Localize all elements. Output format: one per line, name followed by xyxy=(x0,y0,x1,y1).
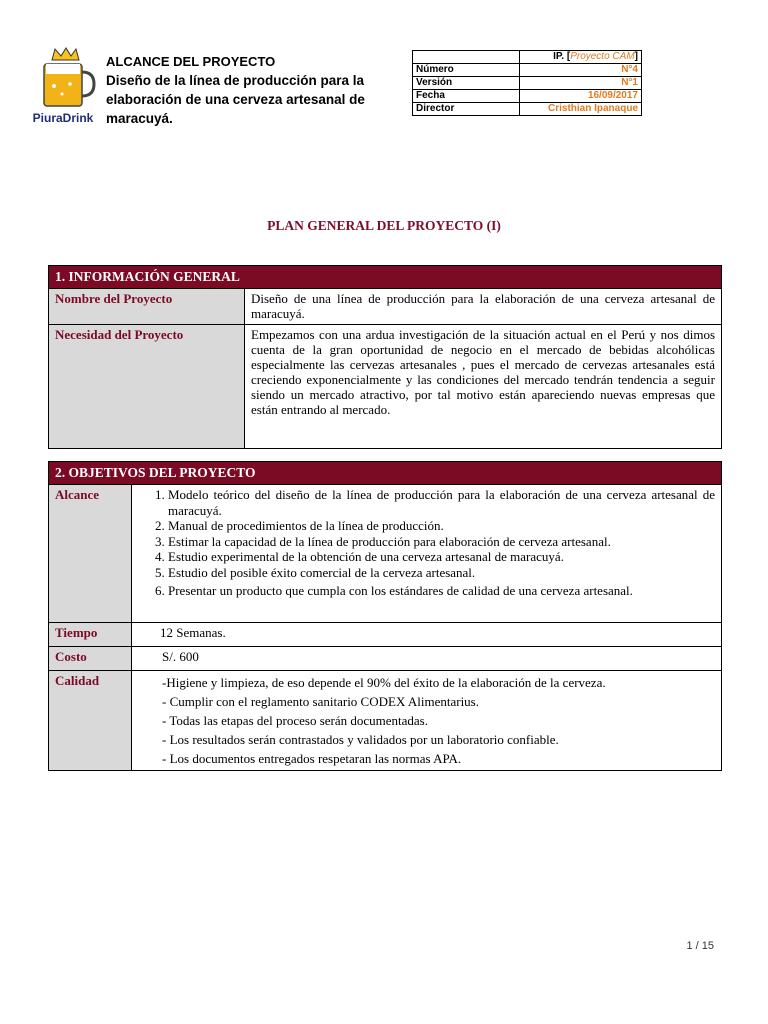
project-need-value: Empezamos con una ardua investigación de la situación actual en el Perú y nos dimos cuenta de la gran oportunidad de negocio en el mercado de bebidas alcohólicas especialmente las cervezas artesanales , pues el mercado de cervezas artesanales está creciendo exponencialmente y las condiciones del mercado tendrán tendencia a seguir siendo un mercado atractivo, por tal motivo están apareciendo nuevas empresas que están entrando al mercado. xyxy=(251,327,715,417)
list-item: - Cumplir con el reglamento sanitario CODEX Alimentarius. xyxy=(162,694,479,709)
list-item: -Higiene y limpieza, de eso depende el 90% del éxito de la elaboración de la cerveza. xyxy=(162,675,606,690)
document-header xyxy=(106,52,406,128)
list-item: 3. Estimar la capacidad de la línea de producción para elaboración de cerveza artesanal. xyxy=(168,534,715,550)
piuradrink-logo xyxy=(28,46,98,128)
info-value: 16/09/2017 xyxy=(520,90,642,103)
scope-label: Alcance xyxy=(49,485,132,622)
info-value: N°1 xyxy=(520,77,642,90)
info-label: Versión xyxy=(413,77,520,90)
info-label: Director xyxy=(413,103,520,116)
quality-label: Calidad xyxy=(49,671,132,770)
objectives-section xyxy=(48,461,722,771)
time-value: 12 Semanas. xyxy=(160,625,226,640)
list-item: 2. Manual de procedimientos de la línea de producción. xyxy=(168,518,715,534)
page-indicator: 1 / 15 xyxy=(686,940,714,952)
list-item: 1. Modelo teórico del diseño de la línea de producción para la elaboración de una cerveza artesanal de maracuyá. xyxy=(168,487,715,518)
info-label: Número xyxy=(413,64,520,77)
svg-text:PiuraDrink: PiuraDrink xyxy=(32,111,94,125)
list-item: - Todas las etapas del proceso serán documentadas. xyxy=(162,713,428,728)
info-value: N°4 xyxy=(520,64,642,77)
project-link[interactable]: Proyecto CAM xyxy=(570,51,635,62)
general-info-section xyxy=(48,265,722,449)
doc-subtitle: Diseño de la línea de producción para la elaboración de una cerveza artesanal de maracuyá. xyxy=(106,73,365,126)
plan-title: PLAN GENERAL DEL PROYECTO (I) xyxy=(267,218,501,233)
project-name-label: Nombre del Proyecto xyxy=(49,289,245,324)
cost-label: Costo xyxy=(49,647,132,670)
project-info-table xyxy=(412,50,642,116)
list-item: - Los resultados serán contrastados y validados por un laboratorio confiable. xyxy=(162,732,559,747)
list-item: 6. Presentar un producto que cumpla con los estándares de calidad de una cerveza artesanal. xyxy=(168,583,715,599)
list-item: - Los documentos entregados respetaran las normas APA. xyxy=(162,751,462,766)
ip-cell: IP. [Proyecto CAM] xyxy=(520,51,642,64)
time-label: Tiempo xyxy=(49,623,132,646)
info-value: Cristhian Ipanaque xyxy=(520,103,642,116)
list-item: 4. Estudio experimental de la obtención de una cerveza artesanal de maracuyá. xyxy=(168,549,715,565)
section-header: 1. INFORMACIÓN GENERAL xyxy=(49,266,721,288)
list-item: 5. Estudio del posible éxito comercial de la cerveza artesanal. xyxy=(168,565,715,581)
section-header: 2. OBJETIVOS DEL PROYECTO xyxy=(49,462,721,484)
cost-value: S/. 600 xyxy=(162,649,199,664)
project-need-label: Necesidad del Proyecto xyxy=(49,325,245,448)
doc-label: ALCANCE DEL PROYECTO xyxy=(106,54,276,69)
quality-list xyxy=(132,671,721,770)
scope-list xyxy=(132,485,721,622)
project-name-value: Diseño de una línea de producción para la elaboración de una cerveza artesanal de maracuyá. xyxy=(251,291,715,321)
info-label: Fecha xyxy=(413,90,520,103)
